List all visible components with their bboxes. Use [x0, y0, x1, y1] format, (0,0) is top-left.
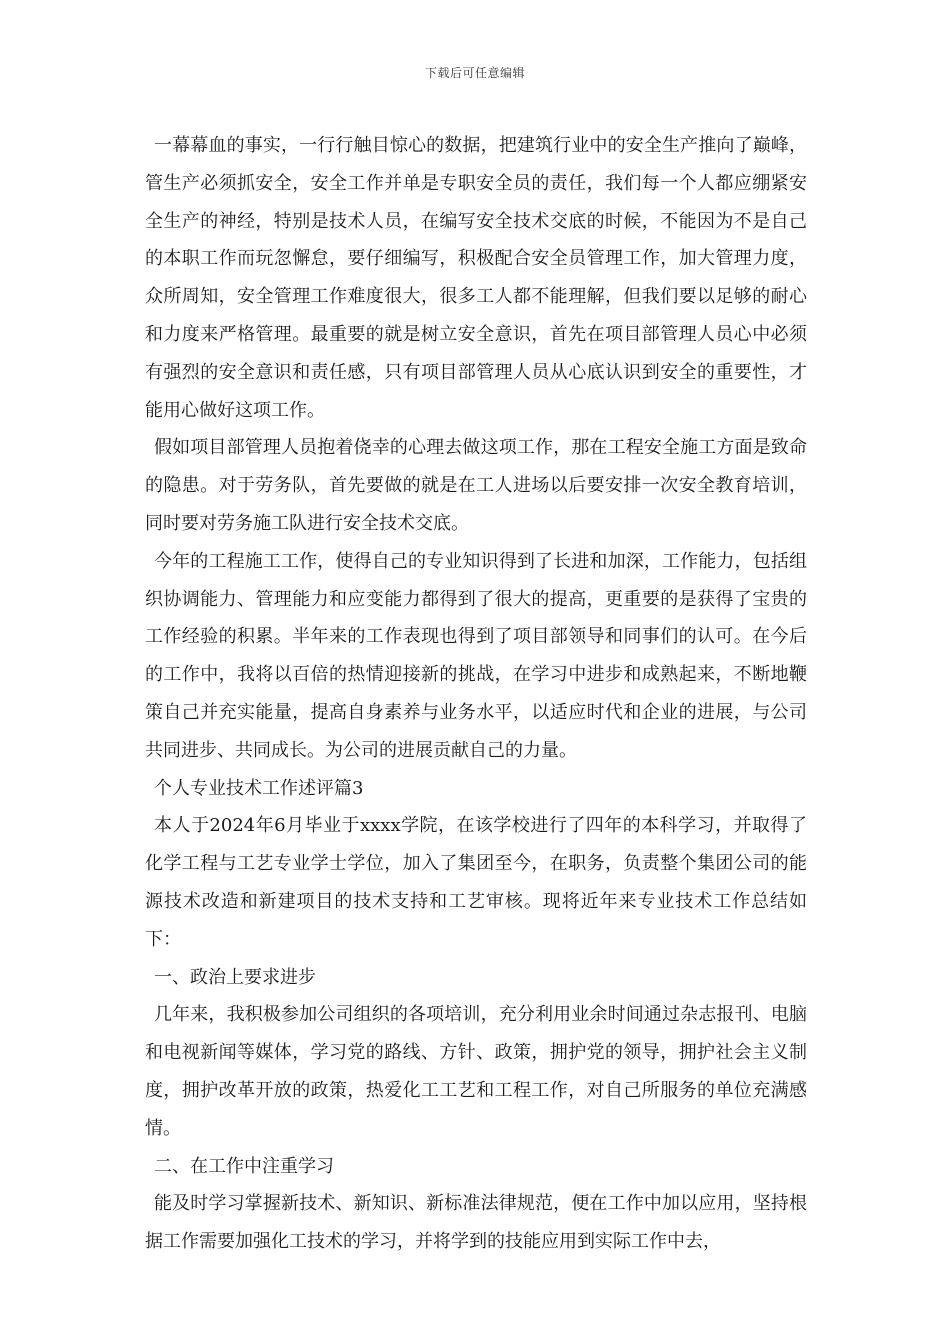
document-body	[145, 127, 807, 1261]
paragraph-safety-management: 一幕幕血的事实，一行行触目惊心的数据，把建筑行业中的安全生产推向了巅峰，管生产必须抓安全，安全工作并单是专职安全员的责任，我们每一个人都应绷紧安全生产的神经，特别是技术人员，在编写安全技术交底的时候，不能因为不是自己的本职工作而玩忽懈怠，要仔细编写，积极配合安全员管理工作，加大管理力度，众所周知，安全管理工作难度很大，很多工人都不能理解，但我们要以足够的耐心和力度来严格管理。最重要的就是树立安全意识，首先在项目部管理人员心中必须有强烈的安全意识和责任感，只有项目部管理人员从心底认识到安全的重要性，才能用心做好这项工作。	[145, 135, 807, 421]
paragraph-labor-team-training: 假如项目部管理人员抱着侥幸的心理去做这项工作，那在工程安全施工方面是致命的隐患。对于劳务队，首先要做的就是在工人进场以后要安排一次安全教育培训，同时要对劳务施工队进行安全技术交底。	[145, 437, 807, 534]
paragraph-year-summary: 今年的工程施工工作，使得自己的专业知识得到了长进和加深，工作能力，包括组织协调能力、管理能力和应变能力都得到了很大的提高，更重要的是获得了宝贵的工作经验的积累。半年来的工作表现也得到了项目部领导和同事们的认可。在今后的工作中，我将以百倍的热情迎接新的挑战，在学习中进步和成熟起来，不断地鞭策自己并充实能量，提高自身素养与业务水平，以适应时代和企业的进展，与公司共同进步、共同成长。为公司的进展贡献自己的力量。	[145, 550, 807, 761]
paragraph-self-introduction: 本人于2024年6月毕业于xxxx学院，在该学校进行了四年的本科学习，并取得了化学工程与工艺专业学士学位，加入了集团至今，在职务，负责整个集团公司的能源技术改造和新建项目的技术支持和工艺审核。现将近年来专业技术工作总结如下：	[145, 815, 807, 950]
heading-learning-at-work: 二、在工作中注重学习	[154, 1155, 334, 1177]
page-header-note: 下载后可任意编辑	[424, 66, 525, 80]
paragraph-learning-new-tech: 能及时学习掌握新技术、新知识、新标准法律规范，便在工作中加以应用，坚持根据工作需要加强化工技术的学习，并将学到的技能应用到实际工作中去，	[145, 1193, 807, 1253]
heading-political-progress: 一、政治上要求进步	[154, 966, 316, 988]
paragraph-political-training: 几年来，我积极参加公司组织的各项培训，充分利用业余时间通过杂志报刊、电脑和电视新闻等媒体，学习党的路线、方针、政策，拥护党的领导，拥护社会主义制度，拥护改革开放的政策，热爱化工工艺和工程工作，对自己所服务的单位充满感情。	[145, 1004, 807, 1139]
section-title-part-3: 个人专业技术工作述评篇3	[154, 777, 364, 799]
